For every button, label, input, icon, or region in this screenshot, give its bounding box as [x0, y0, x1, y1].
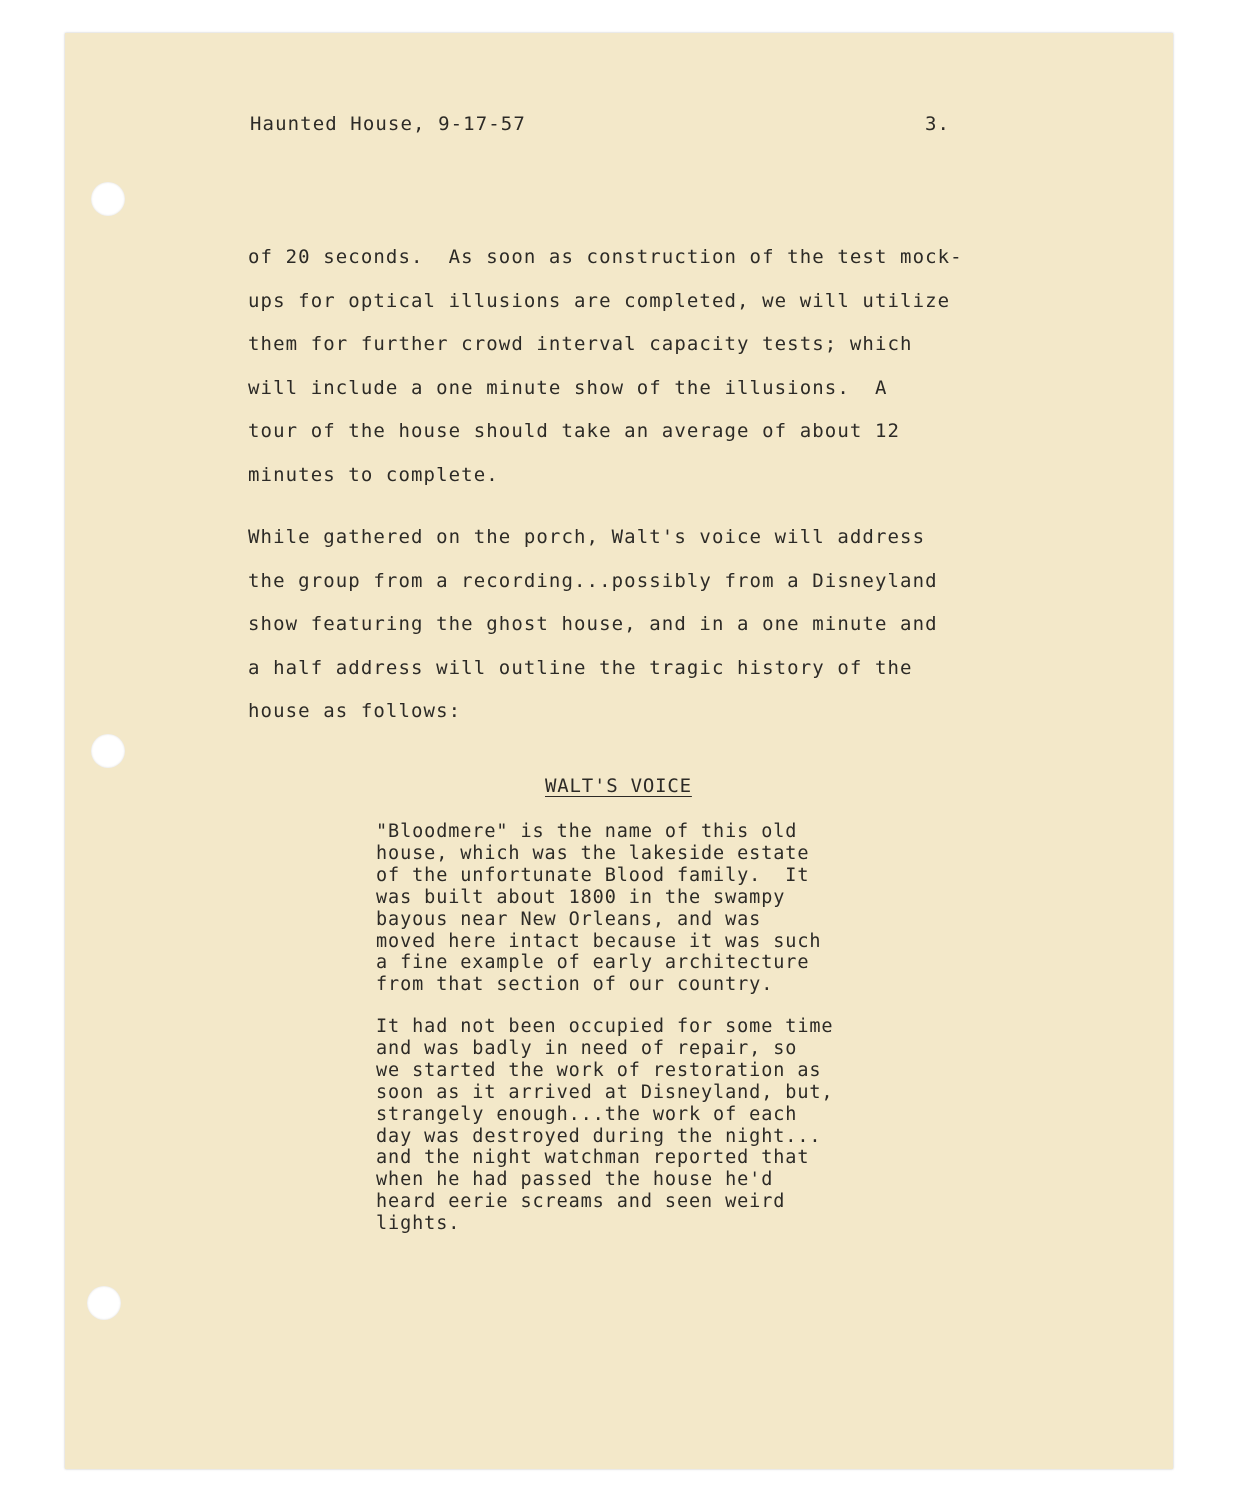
page-number: 3.: [925, 113, 951, 135]
typed-page: [65, 33, 1173, 1469]
body-paragraph-1: of 20 seconds. As soon as construction of the test mock- ups for optical illusions are completed, we will utilize them for further crowd interval capacity tests; which will include a one minute show of the illusions. A tour of the house should take an average of about 12 minutes to complete.: [248, 246, 963, 486]
page-header-title: Haunted House, 9-17-57: [250, 113, 526, 135]
section-heading-walts-voice: WALT'S VOICE: [545, 775, 692, 797]
punch-hole-middle: [91, 734, 125, 768]
body-paragraph-2: While gathered on the porch, Walt's voice will address the group from a recording...possibly from a Disneyland show featuring the ghost house, and in a one minute and a half address will outline the tragic history of the house as follows:: [248, 526, 938, 723]
punch-hole-top: [91, 182, 125, 216]
speech-paragraph-2: It had not been occupied for some time and was badly in need of repair, so we started the work of restoration as soon as it arrived at Disneyland, but, strangely enough...the work of each day was destroyed during the night... and the night watchman reported that when he had passed the house he'd heard eerie screams and seen weird lights.: [376, 1016, 834, 1235]
speech-paragraph-1: "Bloodmere" is the name of this old house, which was the lakeside estate of the unfortunate Blood family. It was built about 1800 in the swampy bayous near New Orleans, and was moved here intact because it was such a fine example of early architecture from that section of our country.: [376, 821, 822, 996]
punch-hole-bottom: [87, 1286, 121, 1320]
